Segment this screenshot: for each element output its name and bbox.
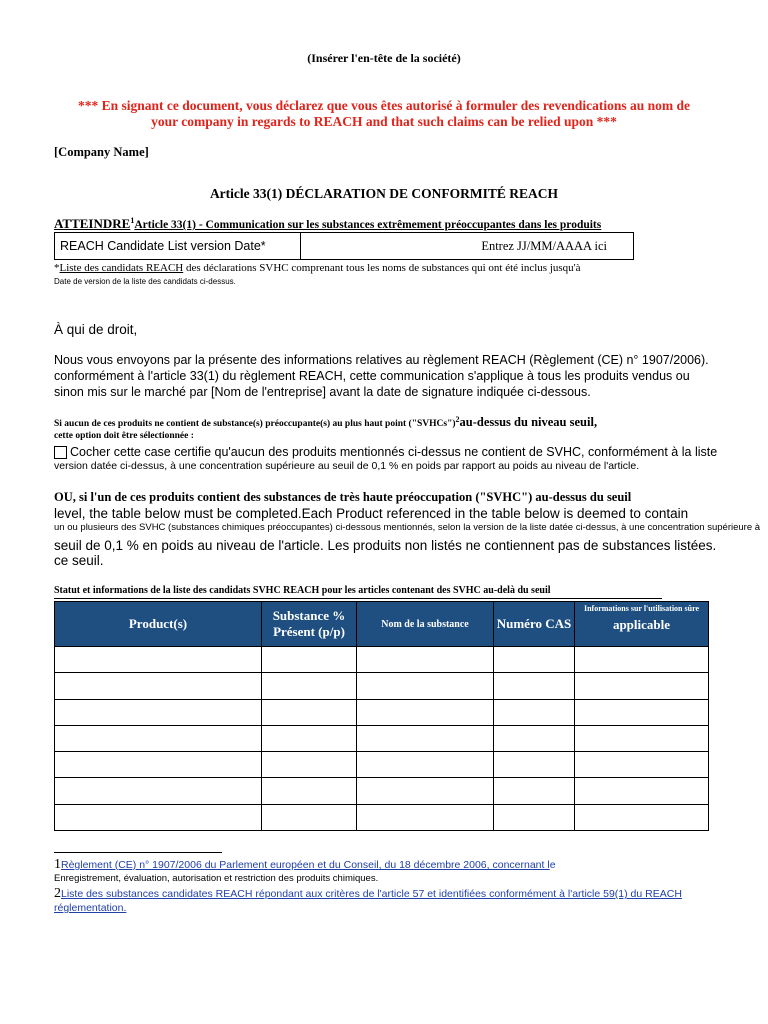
substance-percent-cell[interactable] xyxy=(262,673,357,699)
table-row xyxy=(55,752,709,778)
footnote-1-link[interactable]: Règlement (CE) n° 1907/2006 du Parlement européen et du Conseil, du 18 décembre 2006, concernant l xyxy=(61,859,550,871)
col-header-substance-percent: Substance % Présent (p/p) xyxy=(262,602,357,647)
footnote-2-continued[interactable]: réglementation. xyxy=(54,902,127,914)
product-cell[interactable] xyxy=(55,725,262,751)
cas-number-cell[interactable] xyxy=(494,647,575,673)
substance-percent-cell[interactable] xyxy=(262,699,357,725)
cas-number-cell[interactable] xyxy=(494,804,575,830)
option2-line-4: seuil de 0,1 % en poids au niveau de l'article. Les produits non listés ne contiennent pas de substances listées. xyxy=(54,538,717,553)
col-header-substance-name: Nom de la substance xyxy=(357,602,494,647)
footnote-1-continued: Enregistrement, évaluation, autorisation et restriction des produits chimiques. xyxy=(54,873,379,884)
substance-percent-cell[interactable] xyxy=(262,804,357,830)
intro-paragraph xyxy=(54,352,709,400)
safe-use-info-cell[interactable] xyxy=(575,778,709,804)
table-row xyxy=(55,804,709,830)
intro-line-2: conformément à l'article 33(1) du règlement REACH, cette communication s'applique à tous les produits vendus ou xyxy=(54,369,690,383)
footnote-1-number: 1 xyxy=(54,857,61,872)
atteindre-label: ATTEINDRE xyxy=(54,216,131,231)
table-row xyxy=(55,647,709,673)
substance-name-cell[interactable] xyxy=(357,778,494,804)
footnote-1-link-tail: e xyxy=(549,859,556,871)
table-row xyxy=(55,699,709,725)
table-header-row xyxy=(55,602,709,647)
candidate-note-subline: Date de version de la liste des candidats ci-dessus. xyxy=(54,277,236,286)
warning-line-1: *** En signant ce document, vous déclarez que vous êtes autorisé à formuler des revendications au nom de xyxy=(78,98,690,113)
cas-number-cell[interactable] xyxy=(494,699,575,725)
option2-heading: OU, si l'un de ces produits contient des substances de très haute préoccupation ("SVHC") au-dessus du seuil xyxy=(54,490,632,504)
no-svhc-checkbox[interactable] xyxy=(54,446,67,459)
footnote-2-number: 2 xyxy=(54,886,61,901)
footnote-2 xyxy=(54,886,682,902)
candidate-list-date-label: REACH Candidate List version Date* xyxy=(55,233,301,259)
table-row xyxy=(55,725,709,751)
footnote-1 xyxy=(54,857,556,873)
option2-line-5: ce seuil. xyxy=(54,553,104,568)
cas-number-cell[interactable] xyxy=(494,752,575,778)
document-title: Article 33(1) DÉCLARATION DE CONFORMITÉ REACH xyxy=(209,186,559,201)
col-header-safe-use-info: Informations sur l'utilisation sûre applicable xyxy=(575,602,709,647)
product-cell[interactable] xyxy=(55,804,262,830)
candidate-list-note xyxy=(54,262,581,274)
authorization-warning xyxy=(0,98,768,130)
substance-name-cell[interactable] xyxy=(357,804,494,830)
safe-use-info-cell[interactable] xyxy=(575,647,709,673)
product-cell[interactable] xyxy=(55,778,262,804)
safe-use-info-cell[interactable] xyxy=(575,673,709,699)
substance-name-cell[interactable] xyxy=(357,673,494,699)
reach-article-desc: Article 33(1) - Communication sur les substances extrêmement préoccupantes dans les produits xyxy=(134,219,602,231)
caption-underline xyxy=(54,598,662,599)
cas-number-cell[interactable] xyxy=(494,673,575,699)
product-cell[interactable] xyxy=(55,673,262,699)
company-header-placeholder: (Insérer l'en-tête de la société) xyxy=(307,51,461,65)
substance-percent-cell[interactable] xyxy=(262,752,357,778)
company-name: [Company Name] xyxy=(54,145,149,159)
option1-heading xyxy=(54,415,597,430)
safe-use-info-cell[interactable] xyxy=(575,699,709,725)
substance-percent-cell[interactable] xyxy=(262,778,357,804)
table-row xyxy=(55,778,709,804)
col-header-cas-number: Numéro CAS xyxy=(494,602,575,647)
candidate-list-date-box xyxy=(54,232,634,260)
substance-name-cell[interactable] xyxy=(357,699,494,725)
substance-name-cell[interactable] xyxy=(357,647,494,673)
greeting: À qui de droit, xyxy=(54,322,138,337)
product-cell[interactable] xyxy=(55,699,262,725)
intro-line-3: sinon mis sur le marché par [Nom de l'entreprise] avant la date de signature indiquée ci-dessous. xyxy=(54,385,591,399)
checkbox-label-continued: version datée ci-dessus, à une concentration supérieure au seuil de 0,1 % en poids par rapport au poids au niveau de l'article. xyxy=(54,460,640,472)
option2-line-2: level, the table below must be completed.Each Product referenced in the table below is deemed to contain xyxy=(54,506,689,521)
warning-line-2: your company in regards to REACH and that such claims can be relied upon *** xyxy=(151,114,617,129)
table-caption: Statut et informations de la liste des candidats SVHC REACH pour les articles contenant des SVHC au-delà du seuil xyxy=(54,585,551,596)
product-cell[interactable] xyxy=(55,647,262,673)
product-cell[interactable] xyxy=(55,752,262,778)
option1-heading-threshold: au-dessus du niveau seuil, xyxy=(459,415,598,430)
safe-use-info-cell[interactable] xyxy=(575,725,709,751)
candidate-list-link[interactable]: Liste des candidats REACH xyxy=(59,262,184,274)
option2-line-3: un ou plusieurs des SVHC (substances chimiques préoccupantes) ci-dessous mentionnés, selon la version de la liste datée ci-dessus, à une concentration supérieure à xyxy=(54,522,761,533)
option1-instruction: cette option doit être sélectionnée : xyxy=(54,431,194,441)
safe-use-info-cell[interactable] xyxy=(575,804,709,830)
cas-number-cell[interactable] xyxy=(494,778,575,804)
table-row xyxy=(55,673,709,699)
substance-percent-cell[interactable] xyxy=(262,647,357,673)
option1-heading-text: Si aucun de ces produits ne contient de substance(s) préoccupante(s) au plus haut point ("SVHCs") xyxy=(54,419,456,430)
candidate-list-date-input[interactable]: Entrez JJ/MM/AAAA ici xyxy=(481,239,607,253)
checkbox-label: Cocher cette case certifie qu'aucun des produits mentionnés ci-dessus ne contient de SVHC, conformément à la liste xyxy=(70,445,718,459)
substance-name-cell[interactable] xyxy=(357,752,494,778)
footnote-separator xyxy=(54,852,222,853)
footnote-ref-1: 1 xyxy=(130,216,135,226)
candidate-note-text: des déclarations SVHC comprenant tous les noms de substances qui ont été inclus jusqu'à xyxy=(183,262,581,274)
substance-name-cell[interactable] xyxy=(357,725,494,751)
svhc-table xyxy=(54,601,709,831)
safe-use-info-cell[interactable] xyxy=(575,752,709,778)
footnote-2-link[interactable]: Liste des substances candidates REACH répondant aux critères de l'article 57 et identifiées conformément à l'article 59(1) du REACH xyxy=(61,888,682,900)
cas-number-cell[interactable] xyxy=(494,725,575,751)
intro-line-1: Nous vous envoyons par la présente des informations relatives au règlement REACH (Règlement (CE) n° 1907/2006). xyxy=(54,353,709,367)
asterisk: * xyxy=(54,262,60,274)
substance-percent-cell[interactable] xyxy=(262,725,357,751)
col-header-product: Product(s) xyxy=(55,602,262,647)
footnote-ref-2: 2 xyxy=(455,415,460,424)
reach-article-line xyxy=(54,216,601,232)
